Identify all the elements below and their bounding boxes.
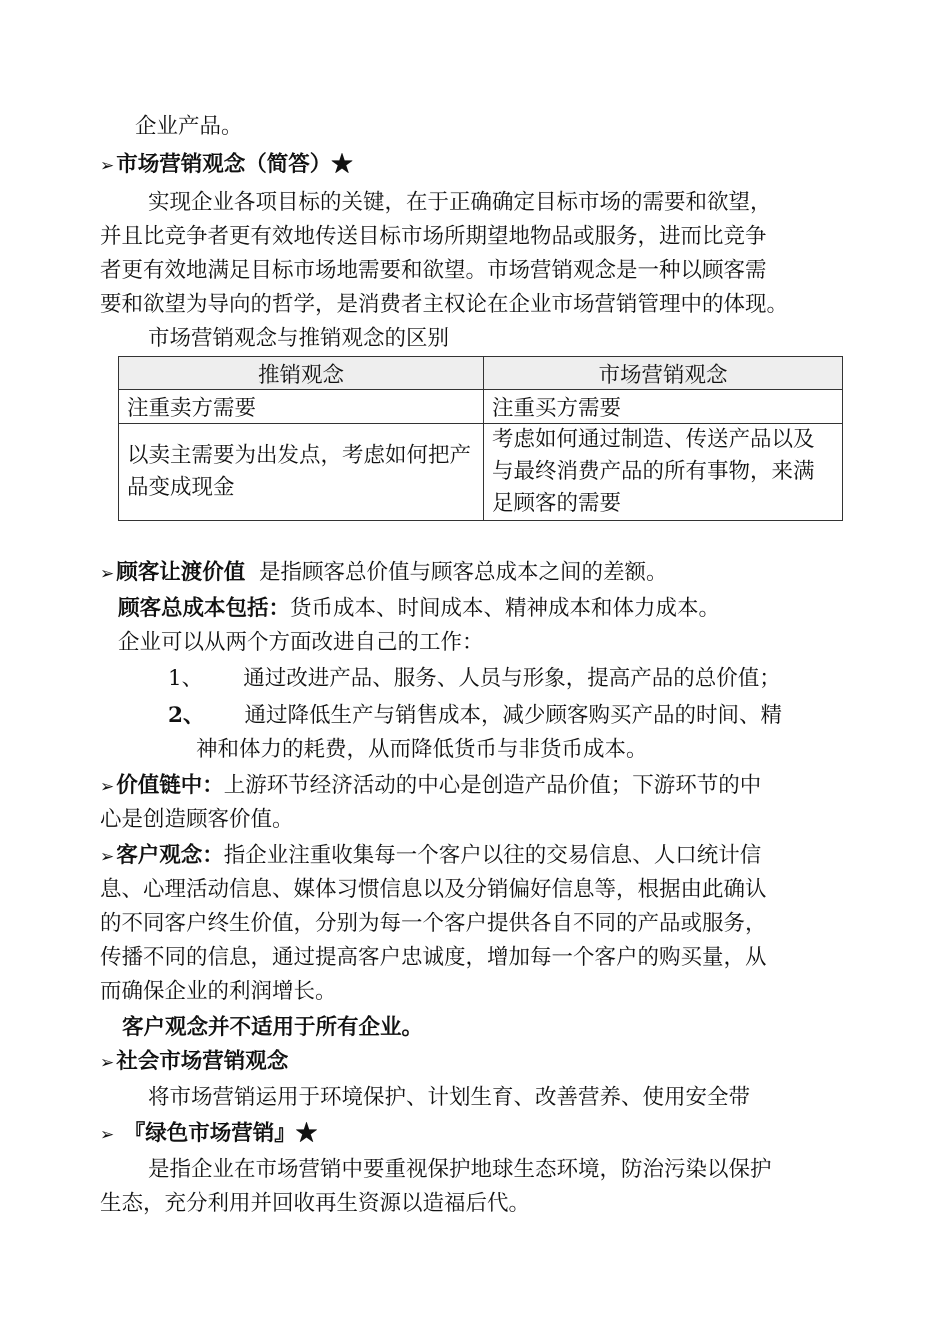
list-item: 2、 通过降低生产与销售成本，减少顾客购买产品的时间、精 — [168, 703, 782, 728]
arrow-bullet-icon: ➢ — [100, 564, 115, 584]
text-line: 企业产品。 — [135, 114, 243, 139]
paragraph-line: 息、心理活动信息、媒体习惯信息以及分销偏好信息等，根据由此确认 — [100, 877, 767, 902]
section-heading: ➢社会市场营销观念 — [100, 1049, 289, 1074]
paragraph-line: 的不同客户终生价值，分别为每一个客户提供各自不同的产品或服务， — [100, 911, 767, 936]
paragraph-line: 传播不同的信息，通过提高客户忠诚度，增加每一个客户的购买量，从 — [100, 945, 767, 970]
paragraph-line: 生态，充分利用并回收再生资源以造福后代。 — [100, 1191, 531, 1216]
section-heading: ➢市场营销观念（简答）★ — [100, 152, 353, 177]
paragraph-line: 将市场营销运用于环境保护、计划生育、改善营养、使用安全带 — [148, 1085, 751, 1110]
table-header-cell: 市场营销观念 — [484, 357, 843, 390]
section-heading: ➢顾客让渡价值 是指顾客总价值与顾客总成本之间的差额。 — [100, 560, 668, 585]
table-caption: 市场营销观念与推销观念的区别 — [148, 326, 450, 351]
section-heading: ➢价值链中：上游环节经济活动的中心是创造产品价值；下游环节的中 — [100, 773, 762, 798]
paragraph-line: 实现企业各项目标的关键，在于正确确定目标市场的需要和欲望， — [148, 190, 772, 215]
comparison-table — [118, 356, 843, 521]
section-heading: ➢ 『绿色市场营销』★ — [100, 1121, 318, 1146]
arrow-bullet-icon: ➢ — [100, 847, 115, 867]
emphasis-line: 客户观念并不适用于所有企业。 — [122, 1015, 424, 1040]
list-item: 1、 通过改进产品、服务、人员与形象，提高产品的总价值； — [168, 666, 781, 691]
paragraph-line: 是指企业在市场营销中要重视保护地球生态环境，防治污染以保护 — [148, 1157, 772, 1182]
table-row — [119, 390, 843, 424]
arrow-bullet-icon: ➢ — [100, 156, 115, 176]
paragraph-line: 者更有效地满足目标市场地需要和欲望。市场营销观念是一种以顾客需 — [100, 258, 767, 283]
table-cell: 注重买方需要 — [484, 390, 843, 424]
table-cell: 注重卖方需要 — [119, 390, 484, 424]
arrow-bullet-icon: ➢ — [100, 777, 115, 797]
paragraph-line: 顾客总成本包括：货币成本、时间成本、精神成本和体力成本。 — [118, 596, 721, 621]
arrow-bullet-icon: ➢ — [100, 1125, 115, 1145]
table-header-row — [119, 357, 843, 390]
paragraph-line: 企业可以从两个方面改进自己的工作： — [118, 630, 484, 655]
table-cell: 以卖主需要为出发点，考虑如何把产品变成现金 — [119, 424, 484, 521]
paragraph-line: 而确保企业的利润增长。 — [100, 979, 337, 1004]
table-row — [119, 424, 843, 521]
list-item-continuation: 神和体力的耗费，从而降低货币与非货币成本。 — [196, 737, 648, 762]
section-heading: ➢客户观念：指企业注重收集每一个客户以往的交易信息、人口统计信 — [100, 843, 762, 868]
paragraph-line: 并且比竞争者更有效地传送目标市场所期望地物品或服务，进而比竞争 — [100, 224, 767, 249]
arrow-bullet-icon: ➢ — [100, 1053, 115, 1073]
paragraph-line: 心是创造顾客价值。 — [100, 807, 294, 832]
paragraph-line: 要和欲望为导向的哲学，是消费者主权论在企业市场营销管理中的体现。 — [100, 292, 789, 317]
table-header-cell: 推销观念 — [119, 357, 484, 390]
table-cell: 考虑如何通过制造、传送产品以及与最终消费产品的所有事物，来满足顾客的需要 — [484, 424, 843, 521]
